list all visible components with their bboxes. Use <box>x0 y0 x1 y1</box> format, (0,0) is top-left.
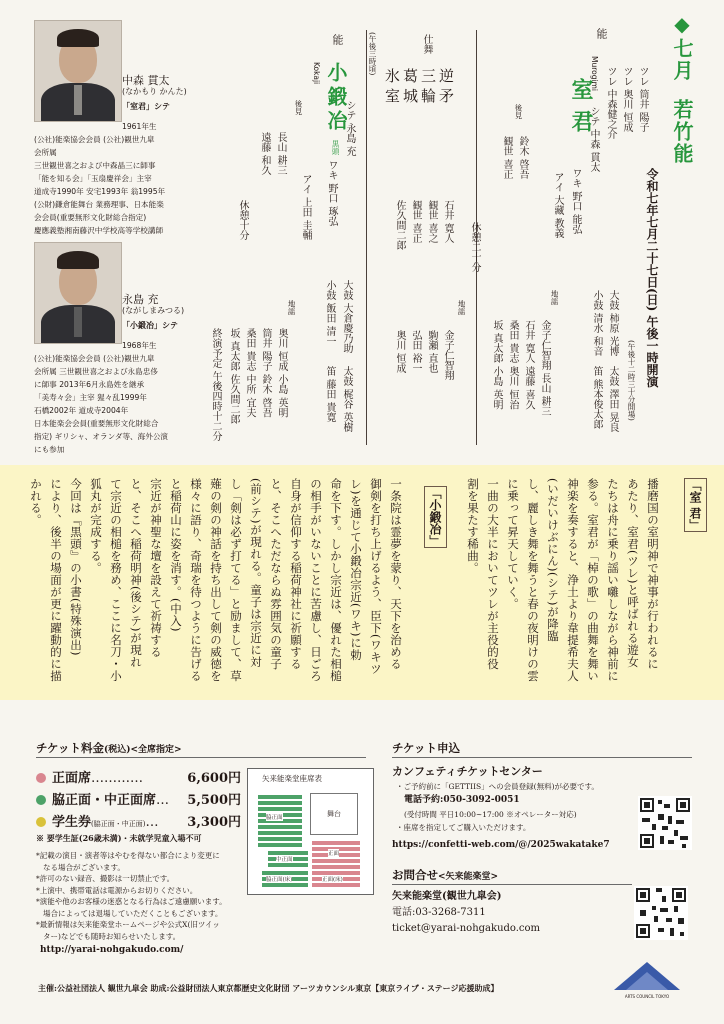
break-2: 休憩十分 <box>237 200 248 240</box>
apply-seat-note: ・座席を指定してご購入いただけます。 <box>396 823 531 832</box>
seat-label-floor-front: 正面(床) <box>322 877 343 883</box>
website-link[interactable]: http://yarai-nohgakudo.com/ <box>40 945 184 955</box>
performer-1-kana: (なかもり かんた) <box>122 87 187 96</box>
qr-contact-graphic <box>634 886 688 940</box>
noh1-tsure-3: ツレ 中森健之介 <box>605 66 616 140</box>
noh1-koken-1: 鈴木 啓吾 <box>517 136 528 180</box>
shimai-cast-2: 観世 喜之 <box>426 200 437 244</box>
seat-label-floor-side: 脇正面(床) <box>266 877 293 883</box>
qr-apply-graphic <box>638 796 692 850</box>
noh2-koken-label: 後見 <box>294 100 303 115</box>
synopsis-1-title: 「室 君」 <box>684 478 707 532</box>
arts-council-logo <box>612 960 682 1000</box>
break-1: 休憩二十分 <box>469 222 480 272</box>
seat-label-waki: 脇正面 <box>266 815 283 821</box>
shimai-title-3: 葛 城 <box>401 68 419 103</box>
performer-2-role: 「小鍛冶」シテ <box>122 321 178 330</box>
shimai-cast-3: 観世 喜正 <box>410 200 421 244</box>
event-date: 令和七年七月二十七日(日) 午後一時開演 <box>645 168 659 388</box>
apply-url[interactable]: https://confetti-web.com/@/2025wakatake7 <box>392 840 610 850</box>
qr-code-apply[interactable] <box>638 796 692 850</box>
shimai-jiutai-1: 金子仁智翔 <box>442 330 453 380</box>
noh1-tsure-2: ツレ 奥川 恒成 <box>621 66 632 133</box>
noh1-title: 室君 <box>568 78 594 142</box>
noh2-jiutai-3: 桑田 貴志 中所 宜夫 <box>244 328 255 418</box>
noh2-jiutai-4: 坂 真太郎 佐久間二郎 <box>228 328 239 425</box>
synopsis-2-title: 「小鍛冶」 <box>424 486 447 548</box>
shimai-kind: 仕舞 <box>421 34 432 54</box>
seat-label-front: 正面 <box>328 851 340 857</box>
noh2-koken-2: 遠藤 和久 <box>259 132 270 176</box>
noh2-jiutai-2: 筒井 陽子 鈴木 啓吾 <box>260 328 271 418</box>
noh1-hayashi-4: 笛 熊本俊太郎 <box>591 366 602 430</box>
apply-hours: (受付時間 平日10:00~17:00 ※オペレーター対応) <box>404 810 577 819</box>
noh1-jiutai-label: 地謡 <box>550 290 559 305</box>
noh2-shite: シテ 永島 充 <box>344 100 355 157</box>
shimai-jiutai-2: 駒瀬 直也 <box>426 330 437 374</box>
event-title <box>668 12 697 165</box>
price-row-student: 学生券(脇正面・中正面)… 3,300円 <box>36 811 241 830</box>
performer-2-kana: (ながしまみつる) <box>122 306 185 315</box>
noh2-hayashi-4: 笛 藤田 貴寛 <box>324 366 335 423</box>
event-date-sub: (午後十二時三十分開場) <box>627 340 636 421</box>
noh1-hayashi-2: 太鼓 澤田 晃良 <box>607 366 618 433</box>
noh1-jiutai-4: 坂 真太郎 小島 英明 <box>491 320 502 410</box>
student-note: ※ 要学生証(26歳未満)・未就学児童入場不可 <box>36 833 202 843</box>
seat-map <box>247 768 374 895</box>
seat-map-title: 矢来能楽堂座席表 <box>262 774 322 783</box>
noh2-title: 小鍛冶 <box>324 62 348 134</box>
performer-2-bio: 1968年生 (公社)能楽協会会員 (公社)観世九皐 会所属 三世観世喜之および永島忠侈 に師事 2013年6月永島姓を継承 「美寿々会」主宰 猩々乱1999年 石橋2002年 道成寺2004年 日本能楽会会員(重要無形文化財総合 指定) ギリシャ、オランダ等、海外公演 にも参加 <box>34 341 169 454</box>
student-seat-color-dot <box>36 817 46 827</box>
shimai-jiutai-4: 奥川 恒成 <box>394 330 405 374</box>
shimai-jiutai-label: 地謡 <box>457 300 466 315</box>
performer-1-role: 「室君」シテ <box>122 102 170 111</box>
qr-code-contact[interactable] <box>634 886 688 940</box>
apply-heading-rule <box>392 757 692 758</box>
noh1-koken-label: 後見 <box>514 104 523 119</box>
shimai-jiutai-3: 弘田 裕一 <box>410 330 421 374</box>
noh2-jiutai-label: 地謡 <box>287 300 296 315</box>
contact-tel[interactable]: 電話:03-3268-7311 <box>392 907 486 918</box>
performer-1-photo <box>34 20 122 122</box>
contact-org: 矢来能楽堂(観世九皐会) <box>392 891 502 902</box>
noh1-waki: ワキ 野口 能弘 <box>570 168 581 235</box>
noh1-ai: アイ 大藏 教義 <box>552 172 563 239</box>
noh2-special: 黒頭 <box>331 140 340 155</box>
noh2-hayashi-1: 大鼓 大倉慶乃助 <box>341 280 352 354</box>
apply-center: カンフェティチケットセンター <box>392 765 543 778</box>
title-month: ◆七月 <box>670 12 694 82</box>
seat-block-waki <box>258 795 302 847</box>
shimai-title-1: 逆 矛 <box>437 68 455 103</box>
price-row-side: 脇正面・中正面席… 5,500円 <box>36 789 241 808</box>
noh2-kind: 能 <box>331 34 344 45</box>
noh2-ai: アイ 上田 圭輔 <box>300 174 311 241</box>
front-seat-color-dot <box>36 773 46 783</box>
seat-map-stage: 舞台 <box>310 793 358 835</box>
performer-1-bio: 1961年生 (公社)能楽協会会員 (公社)観世九皐 会所属 三世観世喜之および中森晶三に師事 「能を知る会」「玉扇慶祥会」主宰 道成寺1990年 安宅1993年 翁1995年 (公財)鎌倉能舞台 業務理事、日本能楽 会会員(重要無形文化財総合指定) 慶應義塾湘南藤沢中学校高等学校講師 <box>34 122 166 235</box>
arts-council-triangle-icon <box>612 960 682 990</box>
title-name: 若竹能 <box>670 98 694 165</box>
noh1-jiutai-1: 金子仁智翔 長山 耕三 <box>539 320 550 417</box>
apply-line-1: ・ご予約前に「GETTIIS」への会員登録(無料)が必要です。 <box>396 782 599 791</box>
noh2-romaji: Kokaji <box>312 62 321 85</box>
synopsis-1-text: 播磨国の室明神で神事が行われるに あたり、室君(ツレ)と呼ばれる遊女 たちは舟に乗り謡い囃しながら神前に 参る。室君が「棹の歌」の曲舞を舞い 神楽を奏すると、浄土より韋提希夫人 (いだいけぶにん)(シテ)が降臨 し、麗しき舞を舞うと春の夜明けの雲 に乗って昇天していく。 一曲の大半においてツレが主役的役 割を果たす稀曲。 <box>466 478 660 682</box>
shimai-title-4: 氷 室 <box>383 68 401 103</box>
performer-2-name: 永島 充 <box>122 293 159 306</box>
noh1-jiutai-3: 桑田 貴志 奥川 恒治 <box>507 320 518 410</box>
noh2-hayashi-3: 小鼓 飯田 清一 <box>324 280 335 347</box>
shimai-cast-1: 石井 寛人 <box>442 200 453 244</box>
noh1-hayashi-1: 大鼓 柿原 光博 <box>607 290 618 357</box>
divider-2 <box>366 30 367 445</box>
contact-email[interactable]: ticket@yarai-nohgakudo.com <box>392 923 541 934</box>
ticket-heading-rule <box>36 757 366 758</box>
ticket-heading: チケット料金(税込)<全席指定> <box>36 741 182 755</box>
apply-tel[interactable]: 電話予約:050-3092-0051 <box>404 795 520 805</box>
apply-heading: チケット申込 <box>392 741 460 755</box>
noh1-romaji: Murogimi <box>590 56 599 91</box>
synopsis-2-text: 一条院は霊夢を蒙り、天下を治める 御剣を打ち上げるよう、臣下(ワキツ レ)を通じて小鍛冶宗近(ワキ)に勅 命を下す。しかし宗近は、優れた相槌 の相手がいないことに苦慮し、日ごろ 自身が信仰する稲荷神社に祈願する と、そこへただならぬ雰囲気の童子 (前シテ)が現れる。童子は宗近に対 し「剣は必ず打てる」と励まして、草 薙の剣の神話を持ち出して剣の威徳を 様々に語り、奇瑞を待つように告げる と稲荷山に姿を消す。(中入) 宗近が神聖な壇を設えて祈祷する と、そこへ稲荷明神(後シテ)が現れ て宗近の相槌を務め、ここに名刀・小 狐丸が完成する。 今回は『黒頭』の小書(特殊演出) により、後半の場面が更に躍動的に描 かれる。 <box>29 478 403 682</box>
noh1-hayashi-3: 小鼓 清水 和音 <box>591 290 602 357</box>
contact-heading: お問合せ<矢来能楽堂> <box>392 868 499 882</box>
ticket-notes: *記載の演目・演者等はやむを得ない都合により変更に なる場合がございます。 *許可のない録音、撮影は一切禁止です。 *上演中、携帯電話は電源からお切りください。 *演能や他のお客様の迷惑となる行為はご遠慮願います。 場合によっては退場していただくこともございます。 *最新情報は矢来能楽堂ホームページや公式X(旧ツイッ ター)などでも随時お知らせいたします。 <box>36 851 227 941</box>
footer-sponsors: 主催:公益社団法人 観世九皐会 助成:公益財団法人東京都歴史文化財団 アーツカウンシル東京【東京ライブ・ステージ応援助成】 <box>38 983 499 993</box>
end-time: 終演予定 午後四時十二分 <box>210 328 221 442</box>
noh1-jiutai-2: 石井 寛人 遠藤 喜久 <box>523 320 534 410</box>
noh2-jiutai-1: 奥川 恒成 小島 英明 <box>276 328 287 418</box>
noh2-hayashi-2: 太鼓 梶谷 英樹 <box>341 366 352 433</box>
side-seat-color-dot <box>36 795 46 805</box>
performer-1-name: 中森 貫太 <box>122 74 170 87</box>
noh1-tsure-1: ツレ 筒井 陽子 <box>637 66 648 133</box>
price-row-front: 正面席………… 6,600円 <box>36 767 241 786</box>
shimai-cast-4: 佐久間二郎 <box>394 200 405 250</box>
seat-label-naka: 中正面 <box>276 857 293 863</box>
performer-2-photo <box>34 242 122 344</box>
noh2-waki: ワキ 野口 琢弘 <box>326 160 337 227</box>
shimai-title-2: 三 輪 <box>419 68 437 103</box>
noh1-kind: 能 <box>595 28 608 39</box>
noh1-shite: シテ 中森 貫太 <box>588 106 599 173</box>
noh2-time: (午後三時頃) <box>368 32 377 76</box>
noh1-koken-2: 観世 喜正 <box>501 136 512 180</box>
arts-council-logo-text: ARTS COUNCIL TOKYO <box>624 994 670 999</box>
noh2-koken-1: 長山 耕三 <box>275 132 286 176</box>
contact-heading-rule <box>392 884 632 885</box>
